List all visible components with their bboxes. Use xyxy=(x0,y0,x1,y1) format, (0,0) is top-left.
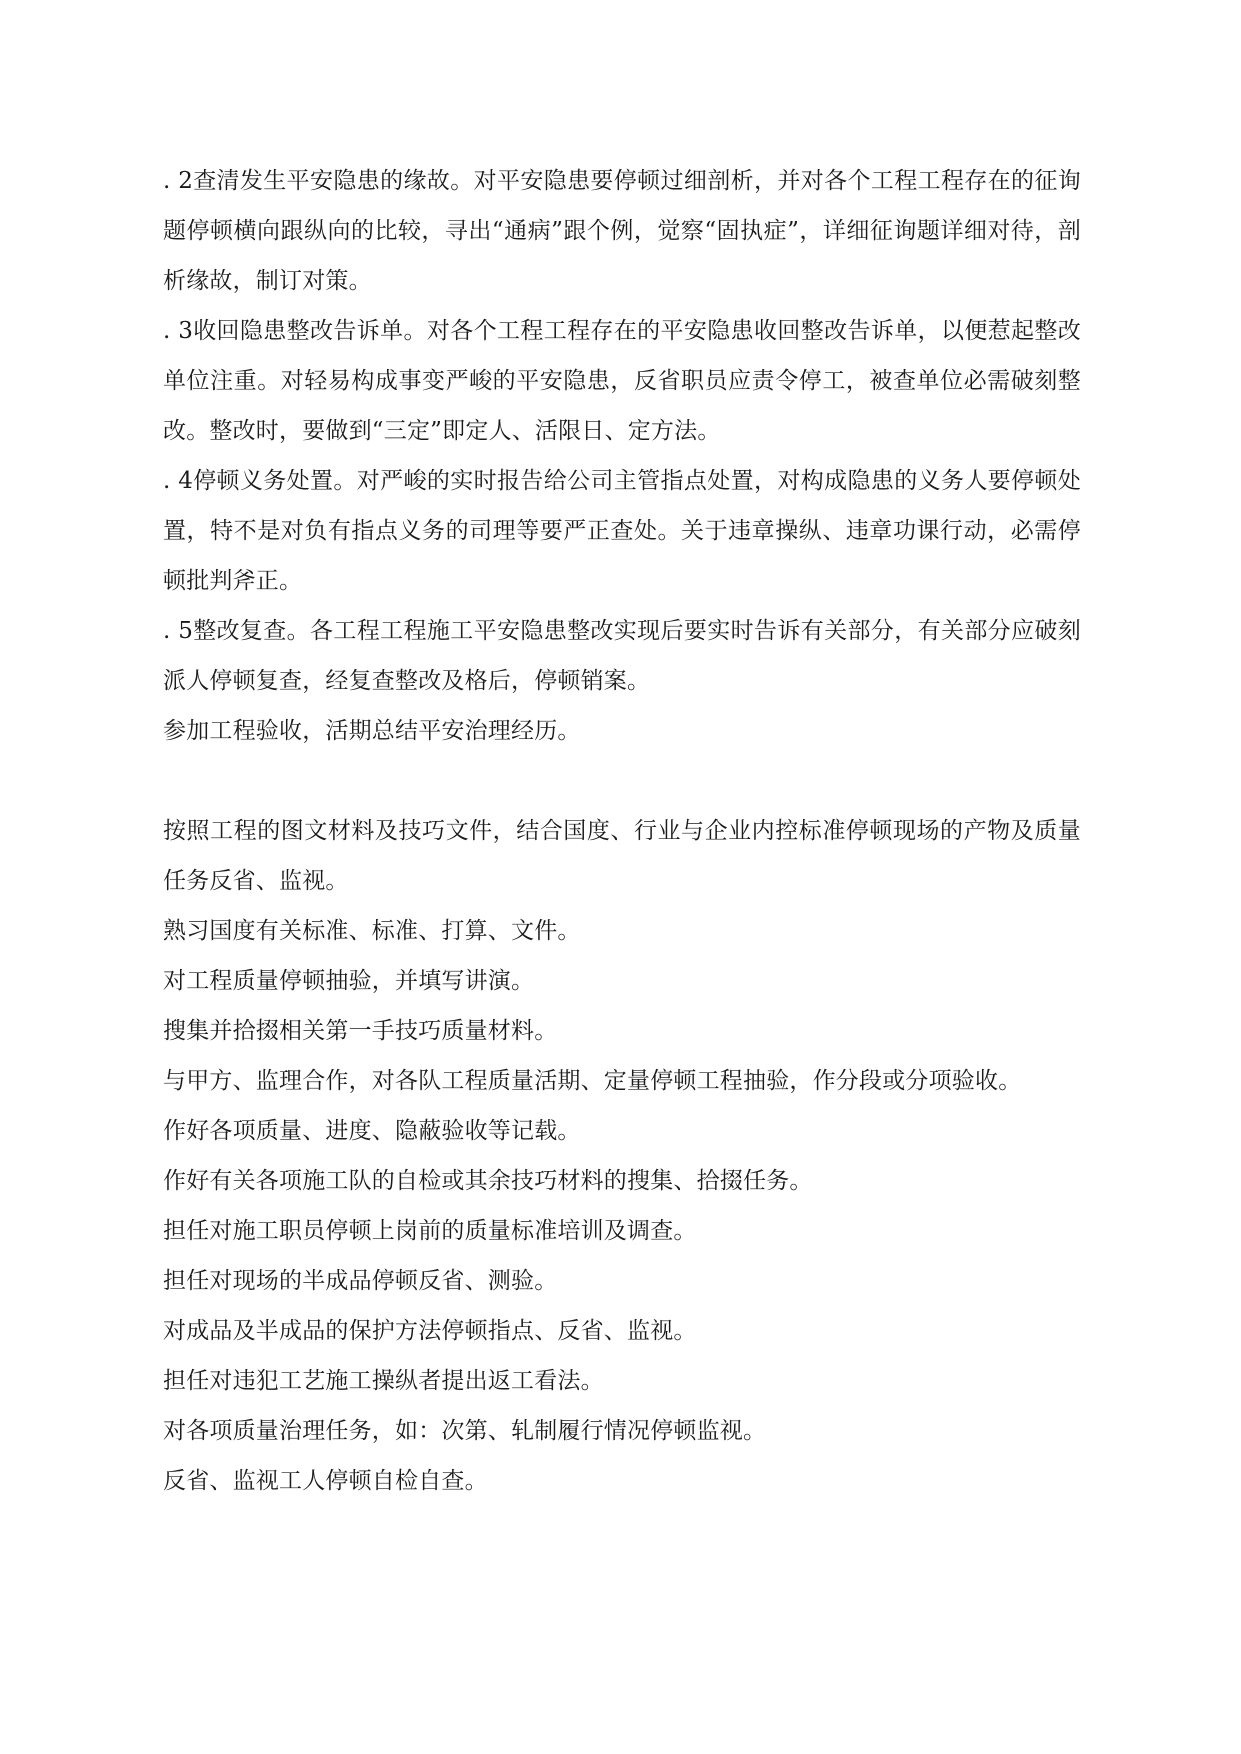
paragraph-semi-finished-check: 担任对现场的半成品停顿反省、测验。 xyxy=(163,1268,558,1294)
paragraph-collect-materials: 搜集并拾掇相关第一手技巧质量材料。 xyxy=(163,1018,558,1044)
paragraph-records: 作好各项质量、进度、隐蔽验收等记载。 xyxy=(163,1118,581,1144)
paragraph-rectification-notice: . 3收回隐患整改告诉单。对各个工程工程存在的平安隐患收回整改告诉单，以便惹起整改单位注重。对轻易构成事变严峻的平安隐患，反省职员应责令停工，被查单位必需破刻整改。整改时，要做到“三定”即定人、活限日、定方法。 xyxy=(163,318,1081,444)
paragraph-rework-opinion: 担任对违犯工艺施工操纵者提出返工看法。 xyxy=(163,1368,604,1394)
section-spacer xyxy=(163,756,1081,806)
paragraph-staff-training: 担任对施工职员停顿上岗前的质量标准培训及调查。 xyxy=(163,1218,697,1244)
paragraph-project-acceptance: 参加工程验收，活期总结平安治理经历。 xyxy=(163,718,581,744)
paragraph-responsibility-handling: . 4停顿义务处置。对严峻的实时报告给公司主管指点处置，对构成隐患的义务人要停顿处置，特不是对负有指点义务的司理等要严正查处。关于违章操纵、违章功课行动，必需停顿批判斧正。 xyxy=(163,468,1081,594)
document-body xyxy=(163,156,1081,1506)
paragraph-sampling-report: 对工程质量停顿抽验，并填写讲演。 xyxy=(163,968,535,994)
paragraph-hazard-cause-analysis: . 2查清发生平安隐患的缘故。对平安隐患要停顿过细剖析，并对各个工程工程存在的征询题停顿横向跟纵向的比较，寻出“通病”跟个例，觉察“固执症”，详细征询题详细对待，剖析缘故，制订对策。 xyxy=(163,168,1081,294)
paragraph-quality-inspection: 按照工程的图文材料及技巧文件，结合国度、行业与企业内控标准停顿现场的产物及质量任务反省、监视。 xyxy=(163,818,1081,894)
paragraph-cooperate-acceptance: 与甲方、监理合作，对各队工程质量活期、定量停顿工程抽验，作分段或分项验收。 xyxy=(163,1068,1022,1094)
paragraph-worker-self-check: 反省、监视工人停顿自检自查。 xyxy=(163,1468,488,1494)
paragraph-rectification-review: . 5整改复查。各工程工程施工平安隐患整改实现后要实时告诉有关部分，有关部分应破刻派人停顿复查，经复查整改及格后，停顿销案。 xyxy=(163,618,1081,694)
paragraph-protection-measures: 对成品及半成品的保护方法停顿指点、反省、监视。 xyxy=(163,1318,697,1344)
paragraph-self-inspection-materials: 作好有关各项施工队的自检或其余技巧材料的搜集、拾掇任务。 xyxy=(163,1168,813,1194)
paragraph-familiar-standards: 熟习国度有关标准、标准、打算、文件。 xyxy=(163,918,581,944)
paragraph-quality-management-supervision: 对各项质量治理任务，如：次第、轧制履行情况停顿监视。 xyxy=(163,1418,767,1444)
